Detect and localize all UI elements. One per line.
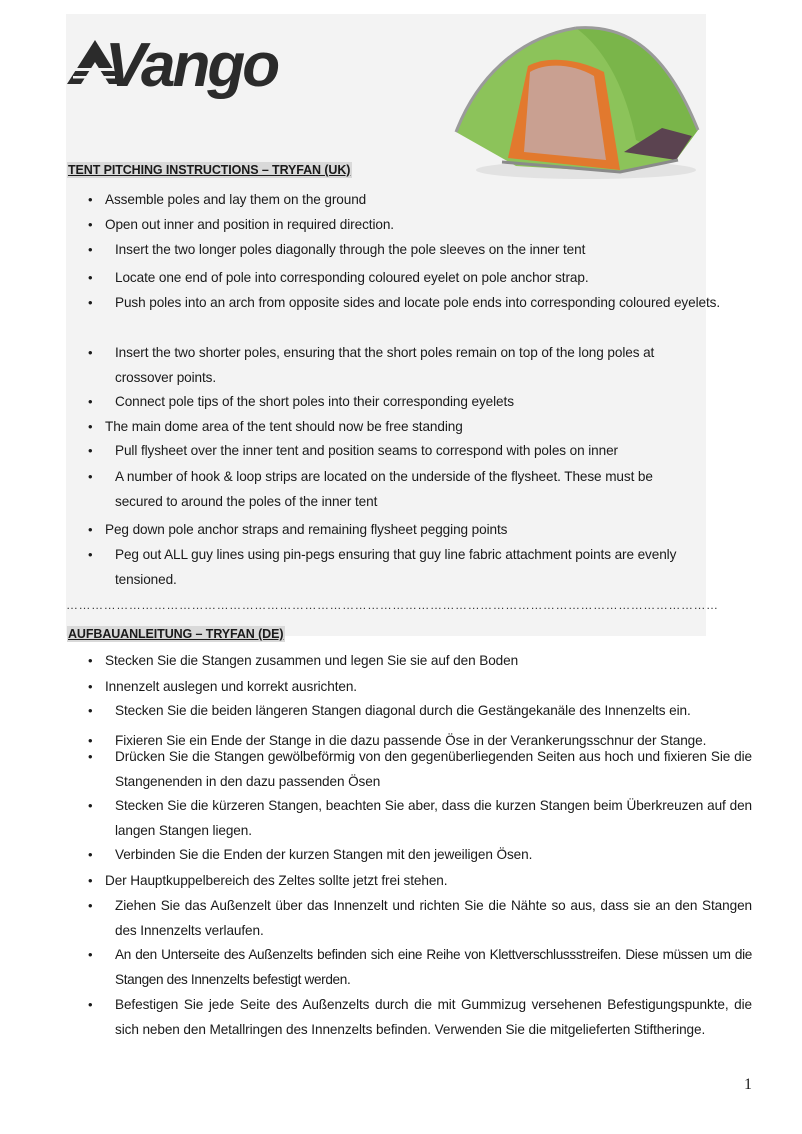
- bullet: •: [88, 469, 93, 484]
- de-list-item: [88, 993, 752, 1042]
- uk-list-item: [88, 415, 752, 440]
- bullet: •: [88, 522, 93, 537]
- uk-item-text: Open out inner and position in required direction.: [105, 217, 394, 232]
- bullet: •: [88, 703, 93, 718]
- de-list-item: [88, 894, 752, 943]
- bullet: •: [88, 847, 93, 862]
- de-list-item: [88, 943, 752, 992]
- uk-list-item: [88, 543, 728, 592]
- bullet: •: [88, 192, 93, 207]
- de-list-item: [88, 699, 752, 724]
- uk-list-item: [88, 266, 752, 291]
- uk-list-item: [88, 238, 752, 263]
- de-item-text: Drücken Sie die Stangen gewölbeförmig von den gegenüberliegenden Seiten aus hoch und fixieren Sie die Stangenenden in den dazu passenden Ösen: [115, 749, 752, 789]
- de-list-item: [88, 745, 752, 794]
- bullet: •: [88, 443, 93, 458]
- de-list-item: [88, 869, 752, 894]
- de-item-text: Stecken Sie die Stangen zusammen und legen Sie sie auf den Boden: [105, 653, 519, 668]
- uk-item-text: A number of hook & loop strips are located on the underside of the flysheet. These must be secured to around the poles of the inner tent: [115, 469, 653, 509]
- bullet: •: [88, 242, 93, 257]
- uk-list-item: [88, 518, 752, 543]
- bullet: •: [88, 547, 93, 562]
- de-list-item: [88, 794, 752, 843]
- bullet: •: [88, 733, 93, 748]
- uk-item-text: Assemble poles and lay them on the ground: [105, 192, 367, 207]
- bullet: •: [88, 394, 93, 409]
- uk-list-item: [88, 341, 702, 390]
- de-item-text: Befestigen Sie jede Seite des Außenzelts durch die mit Gummizug versehenen Befestigungspunkte, die sich neben den Metallringen des Innenzelts befinden. Verwenden Sie die mitgelieferten Stiftheringe.: [115, 997, 752, 1037]
- uk-list-item: [88, 291, 752, 316]
- uk-list-item: [88, 213, 752, 238]
- bullet: •: [88, 270, 93, 285]
- de-list-item: [88, 649, 752, 674]
- bullet: •: [88, 679, 93, 694]
- uk-item-text: Push poles into an arch from opposite sides and locate pole ends into corresponding coloured eyelets.: [115, 295, 721, 310]
- de-item-text: Innenzelt auslegen und korrekt ausrichten.: [105, 679, 357, 694]
- de-item-text: An den Unterseite des Außenzelts befinden sich eine Reihe von Klettverschlussstreifen. Diese müssen um die Stangen des Innenzelts befestigt werden.: [115, 947, 752, 987]
- section-separator: …………………………………………………………………………………………………………………………………………: [66, 598, 719, 612]
- de-item-text: Stecken Sie die kürzeren Stangen, beachten Sie aber, dass die kurzen Stangen beim Überkreuzen auf den langen Stangen liegen.: [115, 798, 752, 838]
- bullet: •: [88, 997, 93, 1012]
- de-item-text: Fixieren Sie ein Ende der Stange in die dazu passende Öse in der Verankerungsschnur der Stange.: [115, 733, 707, 748]
- bullet: •: [88, 873, 93, 888]
- de-list-item: [88, 675, 752, 700]
- uk-item-text: Peg out ALL guy lines using pin-pegs ensuring that guy line fabric attachment points are evenly tensioned.: [115, 547, 677, 587]
- uk-list-item: [88, 188, 752, 213]
- uk-list-item: [88, 439, 752, 464]
- vango-logo-wordmark: Vango: [105, 34, 278, 100]
- bullet: •: [88, 947, 93, 962]
- uk-section-heading: TENT PITCHING INSTRUCTIONS – TRYFAN (UK): [68, 163, 351, 177]
- uk-item-text: Insert the two shorter poles, ensuring that the short poles remain on top of the long poles at crossover points.: [115, 345, 655, 385]
- bullet: •: [88, 419, 93, 434]
- uk-item-text: Locate one end of pole into corresponding coloured eyelet on pole anchor strap.: [115, 270, 589, 285]
- uk-list-item: [88, 465, 704, 514]
- bullet: •: [88, 898, 93, 913]
- uk-item-text: Connect pole tips of the short poles into their corresponding eyelets: [115, 394, 514, 409]
- bullet: •: [88, 217, 93, 232]
- vango-logo: [67, 34, 335, 104]
- de-item-text: Stecken Sie die beiden längeren Stangen diagonal durch die Gestängekanäle des Innenzelts ein.: [115, 703, 691, 718]
- de-item-text: Der Hauptkuppelbereich des Zeltes sollte jetzt frei stehen.: [105, 873, 448, 888]
- de-list-item: [88, 843, 752, 868]
- uk-item-text: The main dome area of the tent should now be free standing: [105, 419, 463, 434]
- de-item-text: Verbinden Sie die Enden der kurzen Stangen mit den jeweiligen Ösen.: [115, 847, 533, 862]
- bullet: •: [88, 749, 93, 764]
- tent-illustration: [436, 20, 712, 185]
- de-item-text: Ziehen Sie das Außenzelt über das Innenzelt und richten Sie die Nähte so aus, dass sie an den Stangen des Innenzelts verlaufen.: [115, 898, 752, 938]
- bullet: •: [88, 295, 93, 310]
- uk-item-text: Insert the two longer poles diagonally through the pole sleeves on the inner tent: [115, 242, 586, 257]
- bullet: •: [88, 345, 93, 360]
- uk-item-text: Peg down pole anchor straps and remaining flysheet pegging points: [105, 522, 508, 537]
- de-section-heading: AUFBAUANLEITUNG – TRYFAN (DE): [68, 627, 284, 641]
- uk-item-text: Pull flysheet over the inner tent and position seams to correspond with poles on inner: [115, 443, 618, 458]
- page-number: 1: [744, 1076, 752, 1093]
- bullet: •: [88, 653, 93, 668]
- bullet: •: [88, 798, 93, 813]
- uk-list-item: [88, 390, 752, 415]
